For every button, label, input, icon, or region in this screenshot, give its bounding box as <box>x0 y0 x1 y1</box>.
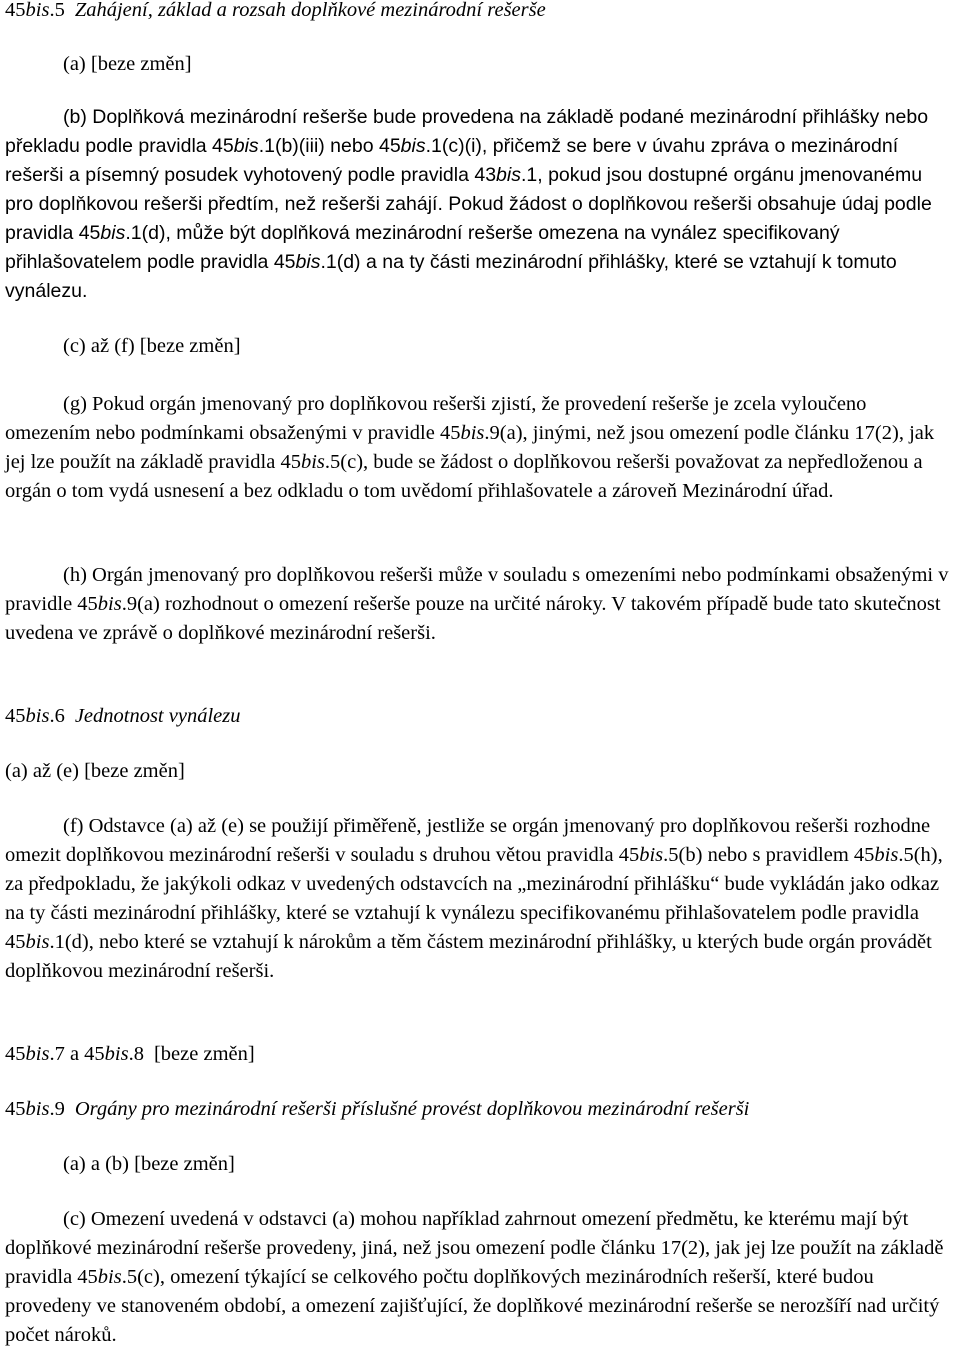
paragraph-9c: (c) Omezení uvedená v odstavci (a) mohou například zahrnout omezení předmětu, ke kterému mají být doplňkové mezinárodní rešerše provedeny, jiná, než jsou omezení podle článku 17(2), jak jej lze použít na základě pravidla 45bis.5(c), omezení týkající se celkového počtu doplňkových mezinárodních rešerší, které budou provedeny ve stanoveném období, a omezení zajišťující, že doplňkové mezinárodní rešerše se nerozšíří nad určitý počet nároků. <box>5 1208 944 1346</box>
section-title: Orgány pro mezinárodní rešerši příslušné provést doplňkovou mezinárodní rešerši <box>74 1098 750 1120</box>
section-title: Jednotnost vynálezu <box>74 705 241 727</box>
section-heading-45bis5 <box>5 0 954 25</box>
paragraph-9a-b: (a) a (b) [beze změn] <box>63 1153 235 1175</box>
section-heading-45bis9 <box>5 1095 954 1124</box>
paragraph-5h: (h) Orgán jmenovaný pro doplňkovou rešerši může v souladu s omezeními nebo podmínkami obsaženými v pravidle 45bis.9(a) rozhodnout o omezení rešerše pouze na určité nároky. V takovém případě bude tato skutečnost uvedena ve zprávě o doplňkové mezinárodní rešerši. <box>5 564 949 644</box>
paragraph-5a: (a) [beze změn] <box>63 53 192 75</box>
paragraph-5c-f: (c) až (f) [beze změn] <box>63 335 241 357</box>
paragraph-6f: (f) Odstavce (a) až (e) se použijí přiměřeně, jestliže se orgán jmenovaný pro doplňkovou rešerši rozhodne omezit doplňkovou mezinárodní rešerši v souladu s druhou větou pravidla 45bis.5(b) nebo s pravidlem 45bis.5(h), za předpokladu, že jakýkoli odkaz v uvedených odstavcích na „mezinárodní přihlášku“ bude vykládán jako odkaz na ty části mezinárodní přihlášky, které se vztahují k vynálezu specifikovanému přihlašovatelem podle pravidla 45bis.1(d), nebo které se vztahují k nárokům a těm částem mezinárodní přihlášky, u kterých bude orgán provádět doplňkovou mezinárodní rešerši. <box>5 815 943 982</box>
rules-45bis7-8: 45bis.7 a 45bis.8 [beze změn] <box>5 1043 255 1065</box>
section-title: Zahájení, základ a rozsah doplňkové mezinárodní rešerše <box>74 0 546 21</box>
section-number: 45bis.5 <box>5 0 65 21</box>
paragraph-5g: (g) Pokud orgán jmenovaný pro doplňkovou rešerši zjistí, že provedení rešerše je zcela vyloučeno omezením nebo podmínkami obsaženými v pravidle 45bis.9(a), jinými, než jsou omezení podle článku 17(2), jak jej lze použít na základě pravidla 45bis.5(c), bude se žádost o doplňkovou rešerši považovat za nepředloženou a orgán o tom vydá usnesení a bez odkladu o tom uvědomí přihlašovatele a zároveň Mezinárodní úřad. <box>5 393 935 502</box>
section-heading-45bis6 <box>5 702 954 731</box>
section-number: 45bis.9 <box>5 1098 65 1120</box>
paragraph-6a-e: (a) až (e) [beze změn] <box>5 760 185 782</box>
paragraph-5b: (b) Doplňková mezinárodní rešerše bude provedena na základě podané mezinárodní přihlášky nebo překladu podle pravidla 45bis.1(b)(iii) nebo 45bis.1(c)(i), přičemž se bere v úvahu zpráva o mezinárodní rešerši a písemný posudek vyhotovený podle pravidla 43bis.1, pokud jsou dostupné orgánu jmenovanému pro doplňkovou rešerši předtím, než rešerši zahájí. Pokud žádost o doplňkovou rešerši obsahuje údaj podle pravidla 45bis.1(d), může být doplňková mezinárodní rešerše omezena na vynález specifikovaný přihlašovatelem podle pravidla 45bis.1(d) a na ty části mezinárodní přihlášky, které se vztahují k tomuto vynálezu. <box>5 106 932 302</box>
section-number: 45bis.6 <box>5 705 65 727</box>
